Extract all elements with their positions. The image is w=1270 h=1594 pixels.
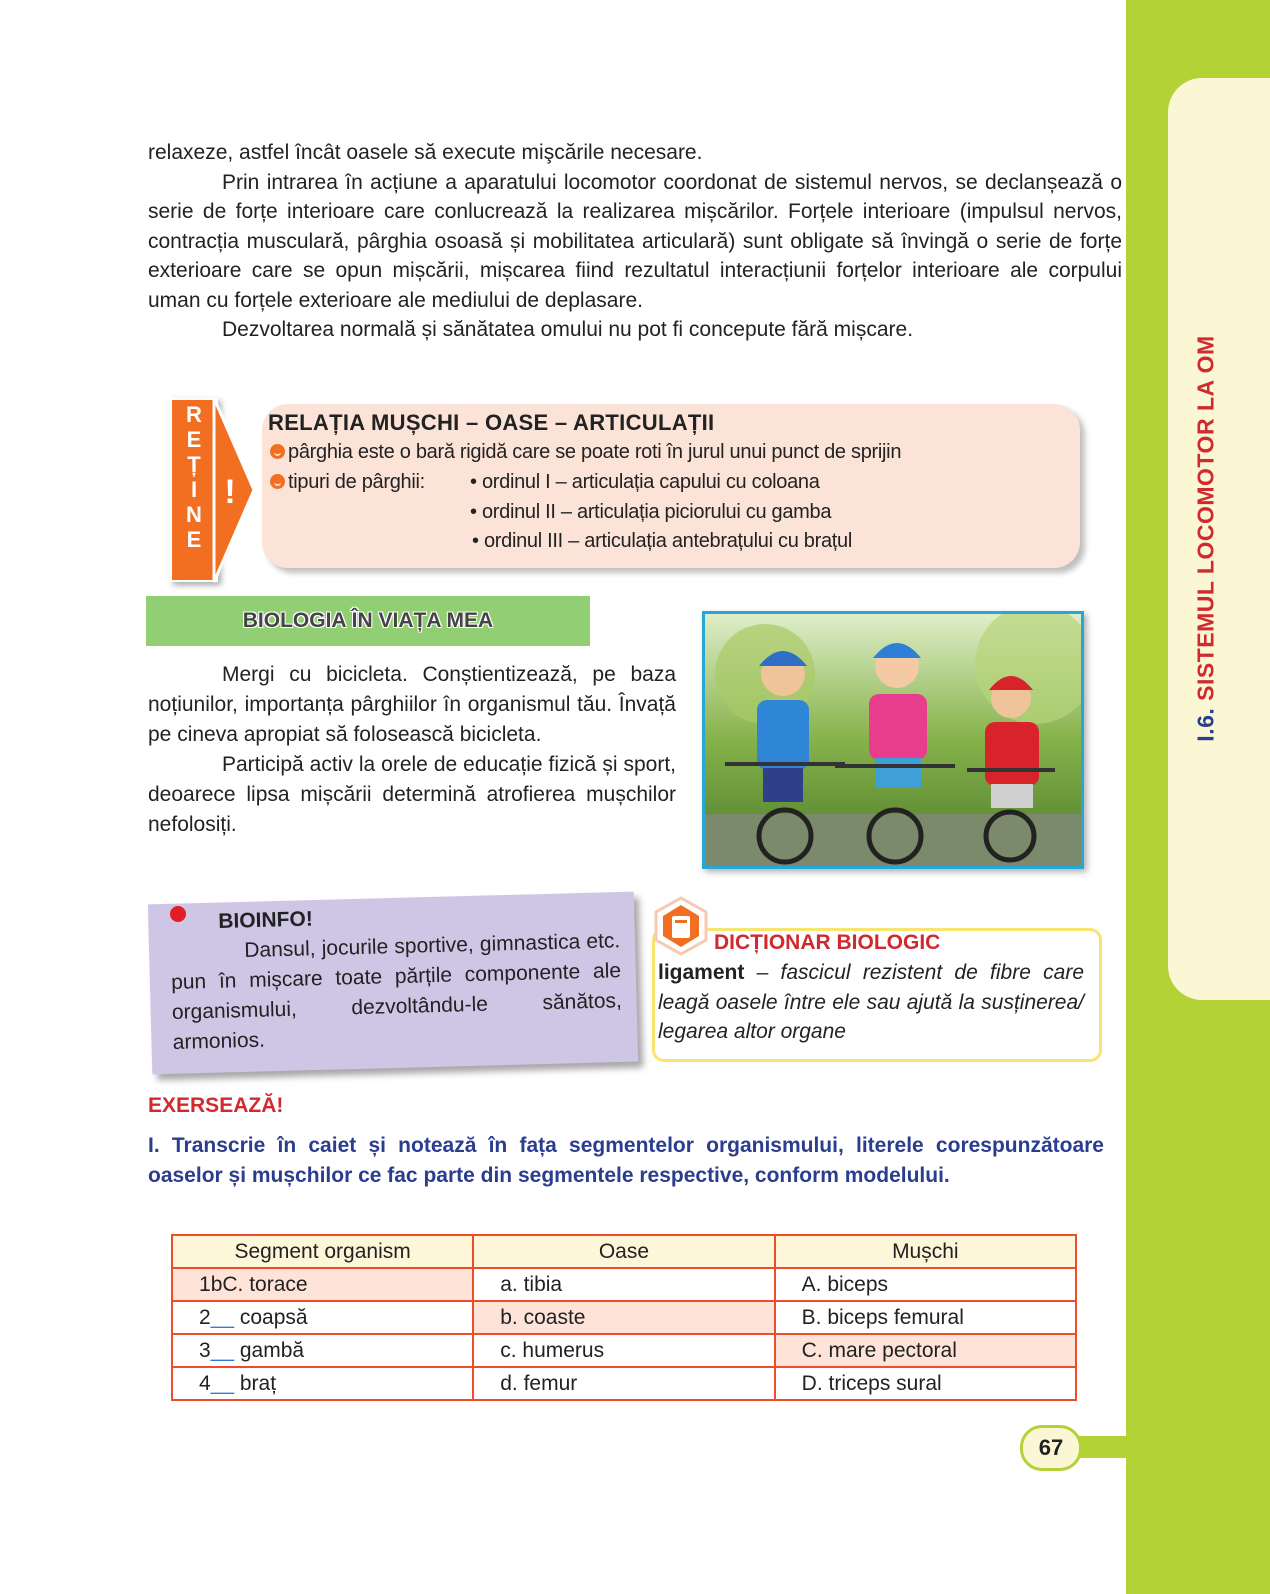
dictionary-icon bbox=[654, 896, 708, 956]
answer-blank: bC. bbox=[210, 1272, 244, 1296]
bioinfo-paragraph: Dansul, jocurile sportive, gimnastica etc. pun în mișcare toate părțile componente ale organismului, dezvoltându-le sănătos, armonios. bbox=[170, 929, 623, 1054]
lever-type-2: • ordinul II – articulația piciorului cu gamba bbox=[470, 501, 832, 523]
row-number: 4 bbox=[199, 1371, 211, 1395]
lever-type-1: • ordinul I – articulația capului cu coloana bbox=[470, 471, 820, 493]
retine-letter: N bbox=[186, 502, 202, 527]
segment-cell bbox=[172, 1334, 473, 1367]
table-row bbox=[172, 1334, 1076, 1367]
children-cycling-photo bbox=[702, 611, 1084, 869]
segment-name: braț bbox=[234, 1371, 277, 1395]
chapter-title bbox=[1188, 322, 1224, 754]
dictionar-definition bbox=[658, 958, 1084, 1047]
segment-name: gambă bbox=[234, 1338, 305, 1362]
row-number: 1 bbox=[199, 1272, 211, 1296]
biologia-text bbox=[148, 660, 676, 840]
table-row bbox=[172, 1268, 1076, 1301]
intro-paragraph-3: Dezvoltarea normală și sănătatea omului nu pot fi concepute fără mișcare. bbox=[222, 318, 914, 341]
relatia-bullet-2 bbox=[270, 471, 425, 494]
lever-type-3: • ordinul III – articulația antebrațului cu brațul bbox=[472, 530, 853, 552]
intro-paragraph-2: Prin intrarea în acțiune a aparatului locomotor coordonat de sistemul nervos, se declanșează o serie de forțe interioare care conlucrează la realizarea mișcărilor. Forțele interioare (impulsul nervos, contracția musculară, pârghia osoasă și mobilitatea articulară) sunt obligate să învingă o serie de forțe exterioare care se opun mișcării, mișcarea fiind rezultatul interacțiunii forțelor interioare ale corpului uman cu forțele exterioare ale mediului de deplasare. bbox=[148, 170, 1122, 312]
biologia-header: BIOLOGIA ÎN VIAȚA MEA bbox=[146, 596, 590, 646]
segment-name: coapsă bbox=[234, 1305, 308, 1329]
table-header: Oase bbox=[473, 1235, 774, 1268]
retine-letter: E bbox=[186, 527, 202, 552]
answer-blank: __ bbox=[210, 1338, 235, 1362]
retine-letter: R bbox=[186, 402, 202, 427]
bone-cell: a. tibia bbox=[473, 1268, 774, 1301]
dictionar-title: DICȚIONAR BIOLOGIC bbox=[714, 931, 941, 954]
retine-letter: E bbox=[186, 427, 202, 452]
segment-cell bbox=[172, 1301, 473, 1334]
pin-icon bbox=[170, 906, 186, 922]
table-row bbox=[172, 1301, 1076, 1334]
cycling-illustration bbox=[705, 614, 1081, 866]
muscle-cell: C. mare pectoral bbox=[775, 1334, 1076, 1367]
dictionar-term: ligament bbox=[658, 961, 745, 984]
table-header: Segment organism bbox=[172, 1235, 473, 1268]
bullet-text: pârghia este o bară rigidă care se poate roti în jurul unui punct de sprijin bbox=[288, 441, 902, 463]
dictionar-def-text: – fascicul rezistent de fibre care leagă oasele între ele sau ajută la susținerea/ legarea altor organe bbox=[658, 961, 1084, 1043]
bullet-text: tipuri de pârghii: bbox=[288, 471, 425, 493]
exercise-title: EXERSEAZĂ! bbox=[148, 1094, 284, 1117]
bioinfo-text bbox=[170, 926, 623, 1058]
bone-cell: d. femur bbox=[473, 1367, 774, 1400]
retine-letter: I bbox=[190, 477, 198, 502]
muscle-cell: A. biceps bbox=[775, 1268, 1076, 1301]
chapter-number: I.6. bbox=[1192, 707, 1219, 742]
retine-label bbox=[170, 398, 218, 582]
chapter-name: SISTEMUL LOCOMOTOR LA OM bbox=[1192, 334, 1219, 701]
smiley-icon bbox=[270, 444, 285, 459]
muscle-cell: B. biceps femural bbox=[775, 1301, 1076, 1334]
exercise-table bbox=[171, 1234, 1077, 1401]
relatia-bullet-1 bbox=[270, 441, 901, 464]
exclaim-mark: ! bbox=[224, 473, 236, 511]
intro-text bbox=[148, 138, 1122, 345]
segment-name: torace bbox=[243, 1272, 308, 1296]
biologia-paragraph-1: Mergi cu bicicleta. Conștientizează, pe baza noțiunilor, importanța pârghiilor în organismul tău. Învață pe cineva apropiat să folosească bicicleta. bbox=[148, 663, 676, 746]
bone-cell: b. coaste bbox=[473, 1301, 774, 1334]
muscle-cell: D. triceps sural bbox=[775, 1367, 1076, 1400]
table-header: Mușchi bbox=[775, 1235, 1076, 1268]
bone-cell: c. humerus bbox=[473, 1334, 774, 1367]
answer-blank: __ bbox=[210, 1371, 235, 1395]
exercise-question: I. Transcrie în caiet și notează în fața segmentelor organismului, literele corespunzătoare oaselor și mușchilor ce fac parte din segmentele respective, conform modelului. bbox=[148, 1134, 1104, 1187]
retine-arrow-icon bbox=[212, 395, 258, 585]
bioinfo-title: BIOINFO! bbox=[218, 907, 314, 933]
intro-paragraph-1: relaxeze, astfel încât oasele să execute mişcările necesare. bbox=[148, 141, 703, 164]
page-number: 67 bbox=[1020, 1425, 1082, 1471]
smiley-icon bbox=[270, 474, 285, 489]
segment-cell bbox=[172, 1268, 473, 1301]
biologia-paragraph-2: Participă activ la orele de educație fizică și sport, deoarece lipsa mișcării determină atrofierea mușchilor nefolosiți. bbox=[148, 753, 676, 836]
table-header-row bbox=[172, 1235, 1076, 1268]
table-row bbox=[172, 1367, 1076, 1400]
row-number: 3 bbox=[199, 1338, 211, 1362]
row-number: 2 bbox=[199, 1305, 211, 1329]
answer-blank: __ bbox=[210, 1305, 235, 1329]
segment-cell bbox=[172, 1367, 473, 1400]
retine-letter: Ț bbox=[187, 452, 201, 477]
relatia-title: RELAȚIA MUȘCHI – OASE – ARTICULAȚII bbox=[268, 410, 715, 435]
